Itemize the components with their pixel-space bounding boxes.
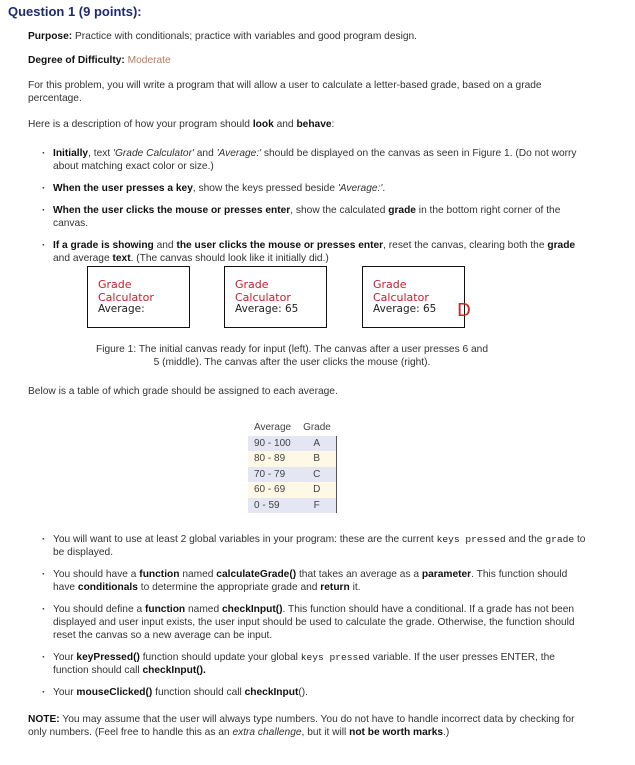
figure-caption: Figure 1: The initial canvas ready for input (left). The canvas after a user presses 6 and 5 (middle). The canvas after the user clicks the mouse (right). [95, 344, 489, 368]
text-segment: . [382, 183, 386, 194]
behaviour-bullet [40, 147, 590, 173]
text-segment: Your [53, 687, 77, 698]
grade-cell: B [297, 451, 337, 467]
canvas-grade: D [457, 300, 471, 321]
text-segment: and [153, 240, 177, 251]
text-segment: Practice with conditionals; practice with variables and good program design. [72, 31, 418, 42]
average-cell: 70 - 79 [248, 467, 297, 483]
requirement-bullet [40, 533, 590, 559]
bold-text: parameter [421, 569, 472, 580]
grade-cell: C [297, 467, 337, 483]
text-segment: You should define a [53, 604, 145, 615]
behaviour-bullet [40, 239, 590, 265]
text-segment: and [273, 119, 297, 130]
text-segment: in the bottom right corner of the canvas. [53, 205, 561, 229]
text-segment: , but it will [301, 727, 350, 738]
table-row [248, 482, 337, 498]
bold-text: calculateGrade() [216, 569, 297, 580]
difficulty-line [28, 54, 588, 67]
canvas-average: Average: 65 [373, 303, 437, 315]
requirement-bullet [40, 603, 590, 642]
average-cell: 80 - 89 [248, 451, 297, 467]
code-text: grade [545, 534, 575, 545]
grade-table [248, 420, 337, 513]
text-segment: named [179, 569, 217, 580]
text-segment: and average [53, 253, 113, 264]
text-segment: to be displayed. [53, 534, 586, 558]
bold-text: When the user presses a key [53, 183, 193, 194]
grade-cell: F [297, 498, 337, 514]
italic-text: extra challenge [232, 727, 302, 738]
text-segment: . (The canvas should look like it initially did.) [130, 253, 329, 264]
text-segment: You may assume that the user will always type numbers. You do not have to handle incorrect data by checking for only numbers. (Feel free to handle this as an [28, 714, 575, 738]
bold-text: text [112, 253, 131, 264]
text-segment: function should update your global [139, 652, 301, 663]
bold-text: checkInput(). [142, 665, 206, 676]
question-title: Question 1 (9 points): [8, 4, 142, 19]
canvas-typed [224, 266, 327, 328]
difficulty-value: Moderate [127, 55, 171, 66]
bold-text: return [320, 582, 350, 593]
note-paragraph [28, 713, 583, 739]
text-segment: should be displayed on the canvas as seen in Figure 1. (Do not worry about matching exact color or size.) [53, 148, 577, 172]
bold-text: Initially [53, 148, 89, 159]
requirement-bullet [40, 568, 590, 594]
text-segment: . This function should have a conditional. If a grade has not been displayed and user input exists, the user input should be used to calculate the grade. Otherwise, the function should reset the canvas so a new average can be input. [53, 604, 575, 641]
average-cell: 60 - 69 [248, 482, 297, 498]
canvas-title: Grade Calculator [235, 278, 291, 304]
behaviour-list [40, 147, 590, 265]
bold-text: grade [547, 240, 576, 251]
italic-text: 'Average:' [216, 148, 262, 159]
header-average: Average [254, 422, 292, 433]
bold-text: checkInput() [221, 604, 283, 615]
bold-text: conditionals [77, 582, 138, 593]
text-segment: , reset the canvas, clearing both the [383, 240, 548, 251]
bold-text: mouseClicked() [76, 687, 153, 698]
bold-text: If a grade is showing [53, 240, 154, 251]
text-segment: and the [505, 534, 546, 545]
bold-text: function [139, 569, 180, 580]
text-segment: , text [88, 148, 114, 159]
text-segment: function should call [152, 687, 245, 698]
italic-text: 'Average:' [337, 183, 383, 194]
canvas-average: Average: [98, 303, 145, 315]
bold-text: look [252, 119, 274, 130]
table-intro: Below is a table of which grade should be assigned to each average. [28, 386, 338, 397]
text-segment: You will want to use at least 2 global variables in your program: these are the current [53, 534, 437, 545]
canvas-average: Average: 65 [235, 303, 299, 315]
bold-text: the user clicks the mouse or presses enter [176, 240, 384, 251]
requirement-bullet [40, 686, 590, 699]
behaviour-bullet [40, 182, 590, 195]
header-grade: Grade [303, 422, 331, 433]
text-segment: . This function should have [53, 569, 568, 593]
table-row [248, 467, 337, 483]
requirement-bullet [40, 651, 590, 677]
text-segment: variable. If the user presses ENTER, the function should call [53, 652, 555, 676]
bold-text: function [144, 604, 186, 615]
code-text: keys pressed [300, 652, 370, 663]
italic-text: 'Grade Calculator' [113, 148, 194, 159]
description-line [28, 118, 588, 131]
bold-text: Purpose: [28, 31, 73, 42]
code-text: keys pressed [436, 534, 506, 545]
average-cell: 90 - 100 [248, 436, 297, 452]
bold-text: grade [388, 205, 416, 216]
canvas-initial [87, 266, 190, 328]
table-row [248, 498, 337, 514]
bold-text: keyPressed() [76, 652, 140, 663]
text-segment: .) [443, 727, 450, 738]
bold-text: NOTE: [28, 714, 60, 725]
purpose-line [28, 30, 588, 43]
table-row [248, 436, 337, 452]
text-segment: , show the calculated [290, 205, 389, 216]
bold-text: not be worth marks [349, 727, 444, 738]
bold-text: checkInput [244, 687, 299, 698]
text-segment: Here is a description of how your program should [28, 119, 253, 130]
canvas-title: Grade Calculator [373, 278, 429, 304]
requirement-list [40, 533, 590, 699]
grade-cell: D [297, 482, 337, 498]
text-segment: and [193, 148, 217, 159]
text-segment: , show the keys pressed beside [192, 183, 338, 194]
text-segment: that takes an average as a [296, 569, 422, 580]
text-segment: to determine the appropriate grade and [137, 582, 321, 593]
text-segment: (). [298, 687, 308, 698]
text-segment: For this problem, you will write a program that will allow a user to calculate a letter-based grade, based on a grade percentage. [28, 80, 542, 104]
canvas-title: Grade Calculator [98, 278, 154, 304]
behaviour-bullet [40, 204, 590, 230]
table-row [248, 451, 337, 467]
difficulty-label: Degree of Difficulty: [28, 55, 125, 66]
bold-text: When the user clicks the mouse or presses enter [53, 205, 291, 216]
text-segment: it. [349, 582, 361, 593]
text-segment: : [331, 119, 335, 130]
canvas-graded [362, 266, 471, 328]
text-segment: Your [53, 652, 77, 663]
bold-text: behave [296, 119, 332, 130]
grade-cell: A [297, 436, 337, 452]
text-segment: You should have a [53, 569, 140, 580]
intro-paragraph [28, 79, 578, 105]
average-cell: 0 - 59 [248, 498, 297, 514]
text-segment: named [185, 604, 222, 615]
